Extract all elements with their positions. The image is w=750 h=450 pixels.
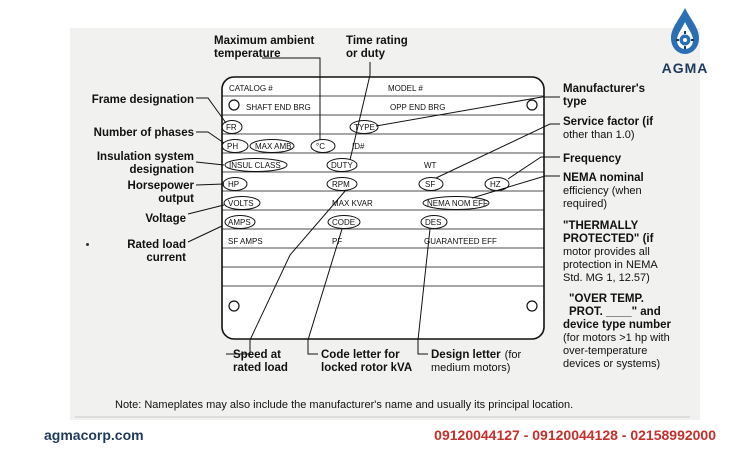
label-service-factor-2: other than 1.0) [563, 129, 635, 141]
label-thermally-5: Std. MG 1, 12.57) [563, 272, 650, 284]
plate-hp: HP [228, 180, 240, 189]
label-design-letter-2: medium motors) [431, 362, 511, 374]
label-thermally-1: "THERMALLY [563, 220, 639, 232]
plate-max-amb: MAX AMB [255, 142, 292, 151]
label-mfr-type-2: type [563, 96, 587, 108]
label-over-temp-5: over-temperature [563, 345, 648, 357]
label-time-rating-1: Time rating [346, 35, 408, 47]
plate-des: DES [425, 218, 442, 227]
phone-numbers: 09120044127 - 09120044128 - 02158992000 [434, 427, 716, 443]
label-horsepower-2: output [158, 193, 194, 205]
label-mfr-type-1: Manufacturer's [563, 83, 645, 95]
label-voltage: Voltage [145, 213, 186, 225]
label-insulation-1: Insulation system [96, 151, 194, 163]
plate-deg-c: °C [316, 142, 325, 151]
plate-fr: FR [226, 123, 237, 132]
plate-catalog: CATALOG # [229, 84, 273, 93]
label-code-letter-2: locked rotor kVA [321, 362, 413, 374]
label-nema-3: required) [563, 198, 608, 210]
label-thermally-3: motor provides all [563, 246, 650, 258]
label-speed-2: rated load [233, 362, 288, 374]
plate-model: MODEL # [388, 84, 423, 93]
label-rated-load-2: current [146, 252, 186, 264]
website-link[interactable]: agmacorp.com [44, 427, 144, 443]
plate-wt: WT [424, 161, 437, 170]
plate-opp-end: OPP END BRG [390, 103, 446, 112]
label-speed-1: Speed at [233, 349, 281, 361]
label-thermally-2: PROTECTED" (if [563, 233, 654, 245]
plate-code: CODE [332, 218, 356, 227]
label-service-factor-1: Service factor (if [563, 116, 654, 128]
plate-insul-class: INSUL CLASS [229, 161, 281, 170]
plate-sf-amps: SF AMPS [228, 237, 263, 246]
label-over-temp-1: "OVER TEMP. [569, 293, 644, 305]
plate-ph: PH [227, 142, 239, 151]
nameplate-outline [222, 77, 544, 339]
plate-volts: VOLTS [228, 199, 254, 208]
label-over-temp-6: devices or systems) [563, 358, 661, 370]
label-frequency: Frequency [563, 153, 622, 165]
plate-type: TYPE [354, 123, 375, 132]
label-nema-1: NEMA nominal [563, 172, 644, 184]
label-over-temp-3: device type number [563, 319, 672, 331]
label-over-temp-4: (for motors >1 hp with [563, 332, 670, 344]
label-thermally-4: protection in NEMA [563, 259, 658, 271]
plate-max-kvar: MAX KVAR [332, 199, 373, 208]
plate-sf: SF [425, 180, 436, 189]
plate-id: ID# [352, 142, 365, 151]
plate-shaft-end: SHAFT END BRG [246, 103, 311, 112]
plate-amps: AMPS [228, 218, 251, 227]
label-over-temp-2: PROT. ____" and [569, 306, 661, 318]
label-nema-2: efficiency (when [563, 185, 642, 197]
agma-logo-text: AGMA [661, 60, 709, 76]
label-horsepower-1: Horsepower [127, 180, 194, 192]
plate-hz: HZ [490, 180, 501, 189]
plate-guaranteed-eff: GUARANTEED EFF [424, 237, 497, 246]
label-max-ambient-1: Maximum ambient [214, 35, 315, 47]
plate-pf: PF [332, 237, 343, 246]
label-code-letter-1: Code letter for [321, 349, 400, 361]
label-rated-load-1: Rated load [127, 239, 186, 251]
label-insulation-2: designation [129, 164, 194, 176]
plate-nema-nom-eff: NEMA NOM EFF [427, 199, 488, 208]
plate-rpm: RPM [332, 180, 350, 189]
label-frame-designation: Frame designation [91, 94, 194, 106]
footnote: Note: Nameplates may also include the manufacturer's name and usually its principal location. [115, 399, 574, 411]
label-max-ambient-2: temperature [214, 48, 281, 60]
plate-duty: DUTY [331, 161, 353, 170]
label-design-letter-1: Design letter (for [431, 349, 522, 361]
label-time-rating-2: or duty [346, 48, 385, 60]
label-number-of-phases: Number of phases [93, 127, 194, 139]
